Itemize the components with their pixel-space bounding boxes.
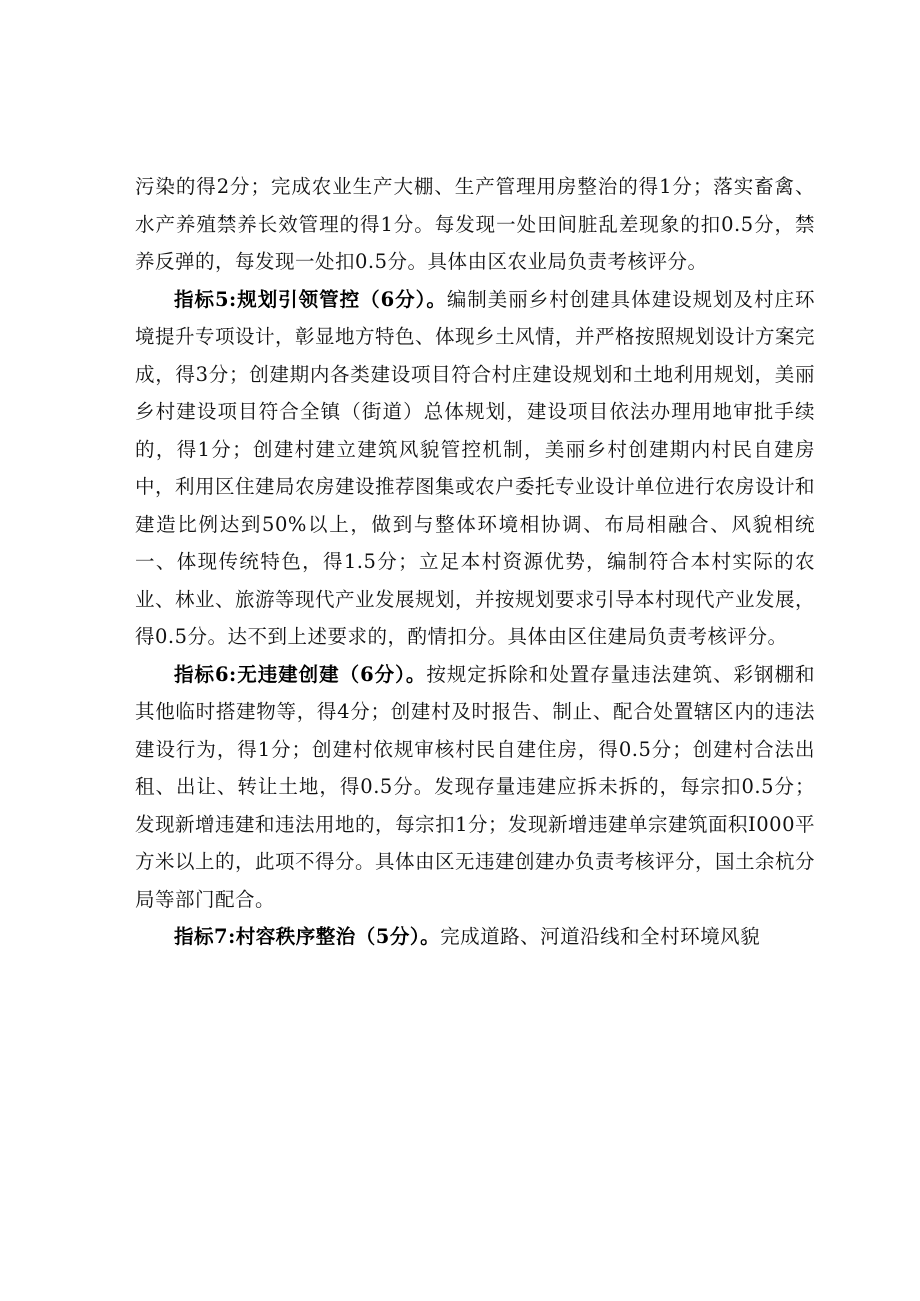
paragraph-continuation (135, 168, 815, 281)
indicator-7-heading: 指标7:村容秩序整治（5分）。 (174, 925, 441, 948)
paragraph-indicator-7 (135, 918, 815, 956)
paragraph-text: 污染的得2分；完成农业生产大棚、生产管理用房整治的得1分；落实畜禽、水产养殖禁养长效管理的得1分。每发现一处田间脏乱差现象的扣0.5分，禁养反弹的，每发现一处扣0.5分。具体由区农业局负责考核评分。 (135, 175, 815, 273)
paragraph-text: 按规定拆除和处置存量违法建筑、彩钢棚和其他临时搭建物等，得4分；创建村及时报告、制止、配合处置辖区内的违法建设行为，得1分；创建村依规审核村民自建住房，得0.5分；创建村合法出租、出让、转让土地，得0.5分。发现存量违建应拆未拆的，每宗扣0.5分；发现新增违建和违法用地的，每宗扣1分；发现新增违建单宗建筑面积I000平方米以上的，此项不得分。具体由区无违建创建办负责考核评分，国土余杭分局等部门配合。 (135, 662, 816, 911)
indicator-5-heading: 指标5:规划引领管控（6分）。 (174, 287, 447, 311)
indicator-6-heading: 指标6:无违建创建（6分）。 (174, 662, 427, 686)
paragraph-text: 完成道路、河道沿线和全村环境风貌 (440, 925, 761, 948)
paragraph-text: 编制美丽乡村创建具体建设规划及村庄环境提升专项设计，彰显地方特色、体现乡土风情，并严格按照规划设计方案完成，得3分；创建期内各类建设项目符合村庄建设规划和土地利用规划，美丽乡村建设项目符合全镇（街道）总体规划，建设项目依法办理用地审批手续的，得1分；创建村建立建筑风貌管控机制，美丽乡村创建期内村民自建房中，利用区住建局农房建设推荐图集或农户委托专业设计单位进行农房设计和建造比例达到50%以上，做到与整体环境相协调、布局相融合、风貌相统一、体现传统特色，得1.5分；立足本村资源优势，编制符合本村实际的农业、林业、旅游等现代产业发展规划，并按规划要求引导本村现代产业发展，得0.5分。达不到上述要求的，酌情扣分。具体由区住建局负责考核评分。 (135, 287, 816, 648)
paragraph-indicator-5 (135, 281, 815, 656)
document-body (135, 168, 815, 956)
paragraph-indicator-6 (135, 656, 815, 919)
